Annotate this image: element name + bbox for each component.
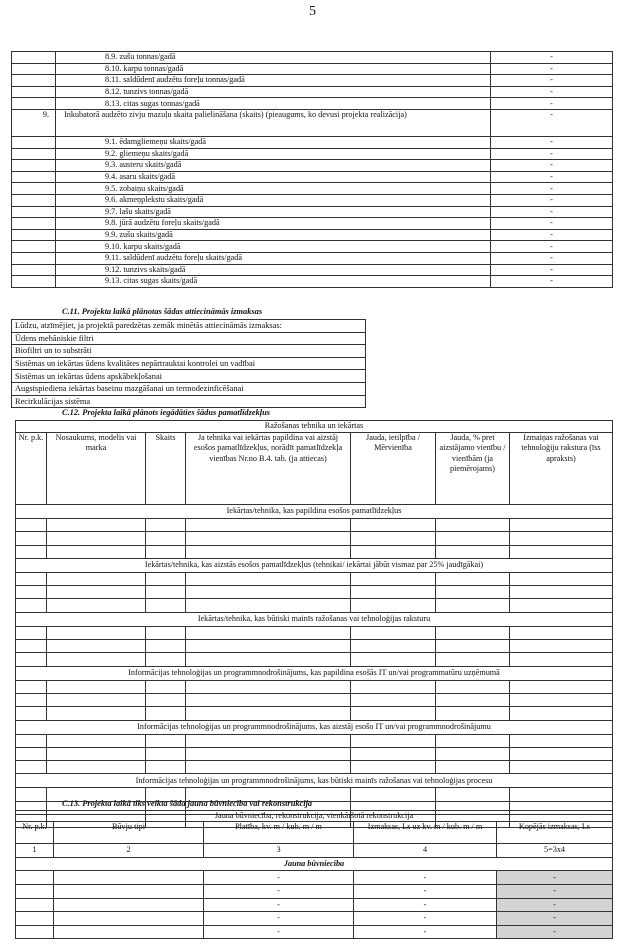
- indicator-number: [12, 63, 56, 75]
- input-cell[interactable]: [186, 572, 351, 585]
- input-cell[interactable]: [186, 599, 351, 612]
- total-cost-cell: -: [497, 912, 613, 926]
- column-header: Jauda, ietilpība / Mērvienība: [351, 433, 436, 505]
- construction-row: [16, 912, 613, 926]
- area-cell[interactable]: -: [204, 925, 354, 939]
- input-cell[interactable]: [351, 586, 436, 599]
- input-cell[interactable]: [510, 747, 613, 760]
- c11-caption: C.11. Projekta laikā plānotas šādas attiecināmās izmaksas: [62, 307, 263, 316]
- column-number: 4: [354, 844, 497, 858]
- input-cell[interactable]: [510, 788, 613, 801]
- asset-entry-row: [16, 599, 613, 612]
- indicator-number: [12, 276, 56, 288]
- asset-section-header: Informācijas tehnoloģijas un programmnodrošinājums, kas būtiski mainīs ražošanas vai tehnoloģijas procesu: [16, 774, 613, 788]
- c12-caption: C.12. Projekta laikā plānots iegādāties šādus pamatlīdzekļus: [62, 408, 270, 417]
- input-cell[interactable]: [436, 734, 510, 747]
- input-cell[interactable]: [436, 626, 510, 639]
- input-cell[interactable]: [186, 532, 351, 545]
- input-cell[interactable]: [146, 707, 186, 720]
- input-cell[interactable]: [436, 747, 510, 760]
- input-cell[interactable]: [436, 640, 510, 653]
- input-cell[interactable]: [510, 545, 613, 558]
- unit-cost-cell[interactable]: -: [354, 871, 497, 885]
- indicator-value: -: [491, 52, 613, 64]
- indicator-value: -: [491, 229, 613, 241]
- input-cell[interactable]: [47, 693, 146, 706]
- input-cell[interactable]: [47, 680, 146, 693]
- input-cell[interactable]: [186, 519, 351, 532]
- input-cell[interactable]: [351, 640, 436, 653]
- input-cell[interactable]: [510, 532, 613, 545]
- area-cell[interactable]: -: [204, 898, 354, 912]
- fish-indicators-table: [11, 51, 613, 288]
- input-cell[interactable]: [16, 788, 47, 801]
- asset-entry-row: [16, 761, 613, 774]
- input-cell[interactable]: [47, 599, 146, 612]
- indicator-number: [12, 218, 56, 230]
- indicator-label: 9.6. akmeņplekstu skaits/gadā: [56, 194, 491, 206]
- input-cell[interactable]: [351, 761, 436, 774]
- indicator-value: -: [491, 109, 613, 136]
- input-cell[interactable]: [510, 734, 613, 747]
- input-cell[interactable]: [16, 519, 47, 532]
- indicator-row: [12, 183, 613, 195]
- asset-entry-row: [16, 586, 613, 599]
- input-cell[interactable]: [54, 925, 204, 939]
- input-cell[interactable]: [436, 693, 510, 706]
- indicator-label: 8.13. citas sugas tonnas/gadā: [56, 98, 491, 110]
- indicator-label: 9.3. austeru skaits/gadā: [56, 160, 491, 172]
- indicator-label: 9.9. zušu skaits/gadā: [56, 229, 491, 241]
- input-cell[interactable]: [351, 545, 436, 558]
- indicator-row: [12, 136, 613, 148]
- indicator-value: -: [491, 136, 613, 148]
- indicator-row: [12, 86, 613, 98]
- input-cell[interactable]: [16, 693, 47, 706]
- indicator-value: -: [491, 252, 613, 264]
- input-cell[interactable]: [146, 519, 186, 532]
- indicator-number: [12, 160, 56, 172]
- input-cell[interactable]: [510, 572, 613, 585]
- asset-entry-row: [16, 734, 613, 747]
- input-cell[interactable]: [351, 788, 436, 801]
- input-cell[interactable]: [47, 747, 146, 760]
- input-cell[interactable]: [47, 734, 146, 747]
- input-cell[interactable]: [351, 680, 436, 693]
- input-cell[interactable]: [146, 693, 186, 706]
- indicator-label: 9.5. zobaiņu skaits/gadā: [56, 183, 491, 195]
- input-cell[interactable]: [16, 545, 47, 558]
- asset-section-header: Informācijas tehnoloģijas un programmnodrošinājums, kas aizstāj esošo IT un/vai programmnodrošinājumu: [16, 720, 613, 734]
- construction-row: [16, 898, 613, 912]
- c11-intro: Lūdzu, atzīmējiet, ja projektā paredzētas zemāk minētās attiecināmās izmaksas:: [12, 320, 366, 333]
- area-cell[interactable]: -: [204, 912, 354, 926]
- asset-entry-row: [16, 640, 613, 653]
- indicator-number: [12, 206, 56, 218]
- indicator-number: [12, 194, 56, 206]
- input-cell[interactable]: [146, 545, 186, 558]
- input-cell[interactable]: [436, 532, 510, 545]
- input-cell[interactable]: [16, 761, 47, 774]
- c13-caption: C.13. Projekta laikā tiks veikta šāda jauna būvniecība vai rekonstrukcija: [62, 799, 313, 808]
- input-cell[interactable]: [436, 788, 510, 801]
- indicator-label: 8.12. tunzivs tonnas/gadā: [56, 86, 491, 98]
- indicator-value: -: [491, 98, 613, 110]
- input-cell[interactable]: [186, 707, 351, 720]
- input-cell[interactable]: [351, 532, 436, 545]
- input-cell[interactable]: [186, 680, 351, 693]
- input-cell[interactable]: [16, 599, 47, 612]
- input-cell[interactable]: [146, 532, 186, 545]
- indicator-row: [12, 276, 613, 288]
- column-header: Skaits: [146, 433, 186, 505]
- area-cell[interactable]: -: [204, 871, 354, 885]
- indicator-row: [12, 148, 613, 160]
- indicator-row: [12, 206, 613, 218]
- asset-section-header: Iekārtas/tehnika, kas būtiski mainīs ražošanas vai tehnoloģijas raksturu: [16, 612, 613, 626]
- input-cell[interactable]: [351, 626, 436, 639]
- indicator-number: [12, 52, 56, 64]
- input-cell[interactable]: [16, 640, 47, 653]
- input-cell[interactable]: [186, 640, 351, 653]
- construction-row: [16, 925, 613, 939]
- indicator-label: Inkubatorā audzēto zivju mazuļu skaita palielināšana (skaits) (pieaugums, ko devusi projekta realizācija): [56, 109, 491, 136]
- column-header: Izmaiņas ražošanas vai tehnoloģiju rakstura (īss apraksts): [510, 433, 613, 505]
- total-cost-cell: -: [497, 925, 613, 939]
- input-cell[interactable]: [146, 599, 186, 612]
- column-header: Ja tehnika vai iekārtas papildina vai aizstāj esošos pamatlīdzekļus, norādīt pamatlīdzekļa vienības Nr.no B.4. tab. (ja attiecas): [186, 433, 351, 505]
- indicator-row: [12, 52, 613, 64]
- input-cell[interactable]: [47, 761, 146, 774]
- input-cell[interactable]: [186, 545, 351, 558]
- input-cell[interactable]: [16, 680, 47, 693]
- indicator-row: [12, 194, 613, 206]
- asset-entry-row: [16, 626, 613, 639]
- area-cell[interactable]: -: [204, 884, 354, 898]
- indicator-row: [12, 252, 613, 264]
- input-cell[interactable]: [146, 653, 186, 666]
- input-cell[interactable]: [16, 626, 47, 639]
- unit-cost-cell[interactable]: -: [354, 912, 497, 926]
- construction-row: [16, 871, 613, 885]
- indicator-number: [12, 98, 56, 110]
- indicator-row: [12, 241, 613, 253]
- unit-cost-cell[interactable]: -: [354, 925, 497, 939]
- input-cell[interactable]: [351, 572, 436, 585]
- asset-entry-row: [16, 707, 613, 720]
- input-cell[interactable]: [16, 884, 54, 898]
- indicator-number: [12, 264, 56, 276]
- input-cell[interactable]: [510, 653, 613, 666]
- c13-group-header: Jauna būvniecība, rekonstrukcija, vienkāršotā rekonstrukcija: [16, 811, 613, 822]
- indicator-label: 9.13. citas sugas skaits/gadā: [56, 276, 491, 288]
- indicator-value: -: [491, 148, 613, 160]
- indicator-row: [12, 160, 613, 172]
- input-cell[interactable]: [16, 707, 47, 720]
- indicator-row: [12, 229, 613, 241]
- column-header: Platība, kv. m / kub. m / m: [204, 822, 354, 844]
- column-number: 2: [54, 844, 204, 858]
- asset-entry-row: [16, 532, 613, 545]
- column-header: Nr. p.k.: [16, 433, 47, 505]
- total-cost-cell: -: [497, 898, 613, 912]
- indicator-value: -: [491, 86, 613, 98]
- indicator-number: [12, 171, 56, 183]
- input-cell[interactable]: [186, 693, 351, 706]
- asset-entry-row: [16, 545, 613, 558]
- column-header: Nosaukums, modelis vai marka: [47, 433, 146, 505]
- input-cell[interactable]: [510, 640, 613, 653]
- input-cell[interactable]: [436, 599, 510, 612]
- indicator-row: [12, 109, 613, 136]
- cost-item-checkbox-row[interactable]: Recirkulācijas sistēma: [12, 395, 366, 408]
- input-cell[interactable]: [47, 707, 146, 720]
- indicator-value: -: [491, 75, 613, 87]
- input-cell[interactable]: [54, 871, 204, 885]
- indicator-number: [12, 241, 56, 253]
- total-cost-cell: -: [497, 884, 613, 898]
- c11-costs-table: [11, 319, 366, 408]
- input-cell[interactable]: [186, 653, 351, 666]
- input-cell[interactable]: [436, 586, 510, 599]
- input-cell[interactable]: [436, 572, 510, 585]
- input-cell[interactable]: [436, 761, 510, 774]
- input-cell[interactable]: [436, 680, 510, 693]
- asset-entry-row: [16, 693, 613, 706]
- asset-entry-row: [16, 519, 613, 532]
- c13-subheader: Jauna būvniecība: [16, 857, 613, 871]
- indicator-value: -: [491, 276, 613, 288]
- column-number: 5=3x4: [497, 844, 613, 858]
- indicator-label: 8.10. karpu tonnas/gadā: [56, 63, 491, 75]
- input-cell[interactable]: [510, 680, 613, 693]
- input-cell[interactable]: [510, 599, 613, 612]
- column-number: 3: [204, 844, 354, 858]
- indicator-value: -: [491, 194, 613, 206]
- input-cell[interactable]: [146, 626, 186, 639]
- indicator-number: [12, 229, 56, 241]
- input-cell[interactable]: [146, 572, 186, 585]
- input-cell[interactable]: [47, 519, 146, 532]
- input-cell[interactable]: [47, 653, 146, 666]
- indicator-label: 9.10. karpu skaits/gadā: [56, 241, 491, 253]
- asset-entry-row: [16, 572, 613, 585]
- cost-item-checkbox-row[interactable]: Biofiltri un to substrāti: [12, 345, 366, 358]
- input-cell[interactable]: [16, 912, 54, 926]
- column-number: 1: [16, 844, 54, 858]
- indicator-row: [12, 264, 613, 276]
- input-cell[interactable]: [54, 912, 204, 926]
- page-number: 5: [309, 4, 316, 19]
- column-header: Būvju tipi: [54, 822, 204, 844]
- input-cell[interactable]: [351, 653, 436, 666]
- indicator-value: -: [491, 171, 613, 183]
- indicator-number: [12, 183, 56, 195]
- indicator-value: -: [491, 63, 613, 75]
- total-cost-cell: -: [497, 871, 613, 885]
- indicator-number: [12, 252, 56, 264]
- input-cell[interactable]: [351, 693, 436, 706]
- indicator-number: [12, 75, 56, 87]
- indicator-row: [12, 63, 613, 75]
- indicator-label: 9.8. jūrā audzētu foreļu skaits/gadā: [56, 218, 491, 230]
- asset-section-header: Iekārtas/tehnika, kas papildina esošos pamatlīdzekļus: [16, 505, 613, 519]
- input-cell[interactable]: [16, 871, 54, 885]
- unit-cost-cell[interactable]: -: [354, 884, 497, 898]
- indicator-label: 9.11. saldūdenī audzētu foreļu skaits/gadā: [56, 252, 491, 264]
- input-cell[interactable]: [47, 532, 146, 545]
- indicator-label: 9.7. lašu skaits/gadā: [56, 206, 491, 218]
- indicator-number: [12, 148, 56, 160]
- input-cell[interactable]: [436, 707, 510, 720]
- input-cell[interactable]: [146, 640, 186, 653]
- indicator-value: -: [491, 183, 613, 195]
- input-cell[interactable]: [351, 747, 436, 760]
- cost-item-checkbox-row[interactable]: Ūdens mehāniskie filtri: [12, 332, 366, 345]
- input-cell[interactable]: [436, 519, 510, 532]
- input-cell[interactable]: [146, 680, 186, 693]
- indicator-number: 9.: [12, 109, 56, 136]
- indicator-value: -: [491, 160, 613, 172]
- indicator-label: 9.4. asaru skaits/gadā: [56, 171, 491, 183]
- input-cell[interactable]: [16, 572, 47, 585]
- input-cell[interactable]: [47, 572, 146, 585]
- column-header: Kopējās izmaksas, Ls: [497, 822, 613, 844]
- indicator-value: -: [491, 264, 613, 276]
- column-header: Izmaksas, Ls uz kv. m / kub. m / m: [354, 822, 497, 844]
- indicator-value: -: [491, 206, 613, 218]
- c13-construction-table: [15, 810, 613, 939]
- indicator-row: [12, 171, 613, 183]
- input-cell[interactable]: [186, 626, 351, 639]
- input-cell[interactable]: [436, 545, 510, 558]
- input-cell[interactable]: [186, 747, 351, 760]
- asset-entry-row: [16, 653, 613, 666]
- input-cell[interactable]: [146, 586, 186, 599]
- input-cell[interactable]: [47, 545, 146, 558]
- input-cell[interactable]: [351, 519, 436, 532]
- column-header: Jauda, % pret aizstājamo vienību / vienībām (ja piemērojams): [436, 433, 510, 505]
- indicator-number: [12, 136, 56, 148]
- input-cell[interactable]: [16, 532, 47, 545]
- input-cell[interactable]: [186, 586, 351, 599]
- unit-cost-cell[interactable]: -: [354, 898, 497, 912]
- input-cell[interactable]: [510, 761, 613, 774]
- input-cell[interactable]: [510, 693, 613, 706]
- input-cell[interactable]: [186, 734, 351, 747]
- input-cell[interactable]: [16, 734, 47, 747]
- input-cell[interactable]: [510, 586, 613, 599]
- indicator-label: 9.2. gliemeņu skaits/gadā: [56, 148, 491, 160]
- asset-section-header: Informācijas tehnoloģijas un programmnodrošinājums, kas papildina esošās IT un/vai programmatūru uzņēmumā: [16, 666, 613, 680]
- asset-section-header: Iekārtas/tehnika, kas aizstās esošos pamatlīdzekļus (tehnikai/ iekārtai jābūt vismaz par 25% jaudīgākai): [16, 558, 613, 572]
- c12-group-header: Ražošanas tehnika un iekārtas: [16, 421, 613, 433]
- asset-entry-row: [16, 680, 613, 693]
- input-cell[interactable]: [146, 734, 186, 747]
- input-cell[interactable]: [47, 640, 146, 653]
- input-cell[interactable]: [54, 898, 204, 912]
- input-cell[interactable]: [16, 925, 54, 939]
- input-cell[interactable]: [146, 761, 186, 774]
- indicator-label: 8.9. zušu tonnas/gadā: [56, 52, 491, 64]
- indicator-row: [12, 218, 613, 230]
- construction-row: [16, 884, 613, 898]
- input-cell[interactable]: [54, 884, 204, 898]
- input-cell[interactable]: [16, 586, 47, 599]
- indicator-label: 9.1. ēdamgliemeņu skaits/gadā: [56, 136, 491, 148]
- input-cell[interactable]: [186, 761, 351, 774]
- indicator-value: -: [491, 241, 613, 253]
- input-cell[interactable]: [510, 519, 613, 532]
- asset-entry-row: [16, 747, 613, 760]
- input-cell[interactable]: [16, 898, 54, 912]
- input-cell[interactable]: [510, 707, 613, 720]
- input-cell[interactable]: [351, 707, 436, 720]
- input-cell[interactable]: [47, 626, 146, 639]
- input-cell[interactable]: [16, 653, 47, 666]
- indicator-number: [12, 86, 56, 98]
- input-cell[interactable]: [146, 747, 186, 760]
- c12-assets-table: [15, 420, 613, 828]
- indicator-label: 8.11. saldūdenī audzētu foreļu tonnas/gadā: [56, 75, 491, 87]
- indicator-value: -: [491, 218, 613, 230]
- indicator-row: [12, 98, 613, 110]
- cost-item-checkbox-row[interactable]: Augstspiediena iekārtas baseinu mazgāšanai un termodezinficēšanai: [12, 382, 366, 395]
- cost-item-checkbox-row[interactable]: Sistēmas un iekārtas ūdens apskābekļošanai: [12, 370, 366, 383]
- input-cell[interactable]: [436, 653, 510, 666]
- cost-item-checkbox-row[interactable]: Sistēmas un iekārtas ūdens kvalitātes nepārtrauktai kontrolei un vadībai: [12, 357, 366, 370]
- input-cell[interactable]: [351, 734, 436, 747]
- input-cell[interactable]: [16, 747, 47, 760]
- indicator-label: 9.12. tunzivs skaits/gadā: [56, 264, 491, 276]
- input-cell[interactable]: [510, 626, 613, 639]
- column-header: Nr. p.k.: [16, 822, 54, 844]
- indicator-row: [12, 75, 613, 87]
- input-cell[interactable]: [351, 599, 436, 612]
- input-cell[interactable]: [47, 586, 146, 599]
